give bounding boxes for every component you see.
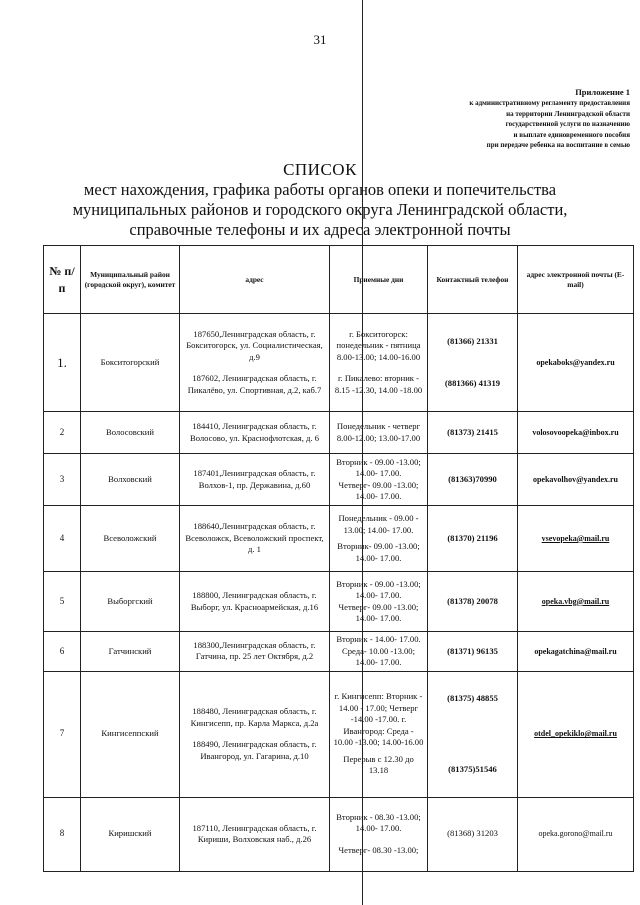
email-text: opekagatchina@mail.ru [534,646,617,656]
row-number: 1. [44,314,81,412]
email-text: opeka.vbg@mail.ru [541,596,610,606]
hours-text: Вторник- 09.00 -13.00; 14.00- 17.00. [337,541,420,563]
phone-text: (81373) 21415 [447,426,498,437]
row-number: 8 [44,797,81,871]
table-row [44,797,634,871]
email-cell [518,671,634,797]
email-cell [518,572,634,632]
phone-text: (81375)51546 [448,764,497,774]
hours-text: Вторник - 09.00 -13.00; 14.00- 17.00. [336,456,421,478]
header-email: адрес электронной почты (E-mail) [518,246,634,314]
phone-text: (81378) 20078 [447,595,498,606]
address-cell [180,632,330,672]
address-text: 187401,Ленинградская область, г. Волхов-1, пр. Державина, д.60 [193,468,316,490]
phone-cell [428,797,518,871]
district-name: Бокситогорский [81,314,180,412]
email-text: opekaboks@yandex.ru [536,357,615,367]
table-row [44,572,634,632]
table-row [44,671,634,797]
address-text: 188800, Ленинградская область, г. Выборг, ул. Красноармейская, д.16 [190,590,319,612]
email-text: opekavolhov@yandex.ru [532,474,618,484]
district-name: Киришский [81,797,180,871]
table-row [44,506,634,572]
appendix-line: государственной услуги по назначению [505,120,630,128]
appendix-line: при передаче ребенка на воспитание в семью [486,141,630,149]
email-text: otdel_opekiklo@mail.ru [534,729,617,739]
row-number: 3 [44,454,81,506]
district-name: Выборгский [81,572,180,632]
address-text: 187602, Ленинградская область, г. Пикалёво, ул. Спортивная, д.2, каб.7 [187,373,322,395]
header-num: № п/ п [44,246,81,314]
email-text: opeka.gorono@mail.ru [538,829,613,839]
offices-table [43,245,634,872]
phone-text: (81368) 31203 [447,828,498,839]
phone-cell [428,671,518,797]
row-number: 4 [44,506,81,572]
phone-text: (81366) 21331 [447,336,498,346]
phone-cell [428,506,518,572]
hours-cell [330,671,428,797]
district-name: Волховский [81,454,180,506]
hours-text: г. Кингисепп: Вторник - 14.00 - 17.00; Четверг -14.00 -17.00. г. Ивангород: Среда - 10.00 -13.00; 14.00-16.00 [333,691,424,748]
row-number: 5 [44,572,81,632]
row-number: 2 [44,412,81,454]
appendix-line: и выплате единовременного пособия [513,130,630,139]
table-row [44,412,634,454]
hours-cell [330,632,428,672]
address-text: 187110, Ленинградская область, г. Кириши, Волховская наб., д.26 [192,822,317,844]
phone-text: (81370) 21196 [447,532,498,543]
hours-text: Четверг- 09.00 -13.00; 14.00- 17.00. [338,479,419,501]
page-number: 31 [313,32,327,47]
hours-text: Вторник - 14.00- 17.00. Среда- 10.00 -13.00; 14.00- 17.00. [336,634,421,667]
header-district: Муниципальный район (городской округ), комитет [81,246,180,314]
address-text: 188640,Ленинградская область, г. Всеволожск, Всеволожский проспект, д. 1 [185,521,324,555]
email-cell [518,797,634,871]
table-row [44,454,634,506]
phone-cell [428,572,518,632]
email-cell [518,412,634,454]
hours-cell [330,412,428,454]
address-cell [180,572,330,632]
hours-text: Четверг- 09.00 -13.00; 14.00- 17.00. [338,601,419,623]
hours-cell [330,797,428,871]
hours-cell [330,506,428,572]
hours-text: Четверг- 08.30 -13.00; [338,844,419,855]
hours-text: г. Бокситогорск: понедельник - пятница 8.00-13.00; 14.00-16.00 [336,328,421,362]
title-line: мест нахождения, графика работы органов опеки и попечительства [83,180,557,199]
table-header-row [44,246,634,314]
phone-text: (81363)70990 [448,473,497,484]
address-cell [180,314,330,412]
appendix-title: Приложение 1 [575,87,630,97]
district-name: Всеволожский [81,506,180,572]
document-title [0,160,640,240]
address-cell [180,506,330,572]
hours-text: Вторник - 08.30 -13.00; 14.00- 17.00. [336,811,421,834]
hours-cell [330,572,428,632]
header-hours: Приемные дни [330,246,428,314]
header-address: адрес [180,246,330,314]
hours-cell [330,314,428,412]
title-line: справочные телефоны и их адреса электронной почты [129,220,511,239]
hours-text: Перерыв с 12.30 до 13.18 [343,753,414,776]
phone-cell [428,412,518,454]
district-name: Гатчинский [81,632,180,672]
address-text: 187650,Ленинградская область, г. Бокситогорск, ул. Социалистическая, д.9 [186,328,323,362]
phone-cell [428,632,518,672]
phone-text: (81371) 96135 [447,645,498,656]
address-cell [180,797,330,871]
address-text: 184410, Ленинградская область, г. Волосово, ул. Краснофлотская, д. 6 [189,421,320,443]
address-text: 188480, Ленинградская область, г. Кингисепп, пр. Карла Маркса, д.2а [190,706,319,728]
phone-cell [428,454,518,506]
hours-text: Понедельник - четверг 8.00-12.00; 13.00-17.00 [336,421,421,443]
address-cell [180,412,330,454]
hours-text: Понедельник - 09.00 - 13.00; 14.00- 17.00. [338,513,419,535]
appendix-line: к административному регламенту предоставления [469,99,630,107]
district-name: Кингисеппский [81,671,180,797]
table-row [44,314,634,412]
address-cell [180,671,330,797]
table-row [44,632,634,672]
email-cell [518,454,634,506]
phone-cell [428,314,518,412]
phone-text: (81375) 48855 [447,692,498,703]
email-cell [518,314,634,412]
title-line: муниципальных районов и городского округа Ленинградской области, [72,200,568,219]
email-text: volosovoopeka@inbox.ru [532,427,619,437]
row-number: 6 [44,632,81,672]
email-cell [518,632,634,672]
hours-cell [330,454,428,506]
district-name: Волосовский [81,412,180,454]
appendix-line: на территории Ленинградской области [506,109,630,118]
header-phone: Контактный телефон [428,246,518,314]
address-cell [180,454,330,506]
hours-text: г. Пикалево: вторник - 8.15 -12.30, 14.00 -18.00 [334,373,423,395]
address-text: 188300,Ленинградская область, г. Гатчина, пр. 25 лет Октября, д.2 [193,639,316,662]
phone-text: (881366) 41319 [444,377,501,388]
appendix-note [330,86,630,151]
row-number: 7 [44,671,81,797]
address-text: 188490, Ленинградская область, г. Ивангород, ул. Гагарина, д.10 [192,739,317,761]
hours-text: Вторник - 09.00 -13.00; 14.00- 17.00. [336,578,421,600]
email-text: vsevopeka@mail.ru [541,533,610,543]
email-cell [518,506,634,572]
title-heading: СПИСОК [283,160,357,179]
